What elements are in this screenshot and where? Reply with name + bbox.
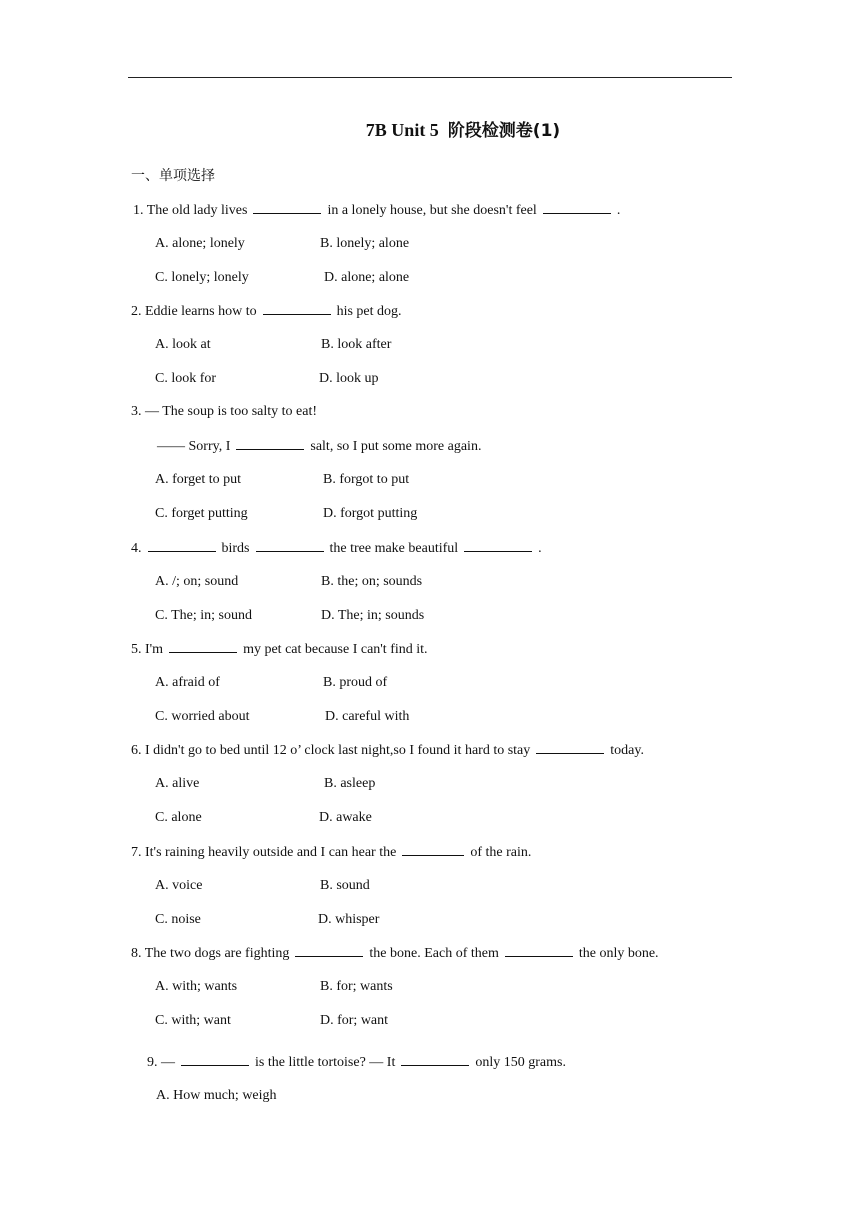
option-a[interactable]: A. voice [155, 878, 203, 893]
option-c[interactable]: C. The; in; sound [155, 608, 252, 623]
option-d[interactable]: D. for; want [320, 1013, 389, 1028]
option-b[interactable]: B. the; on; sounds [321, 574, 423, 589]
answer-blank[interactable] [263, 302, 331, 315]
option-a[interactable]: A. alone; lonely [155, 236, 245, 251]
option-a[interactable]: A. look at [155, 337, 211, 352]
answer-blank[interactable] [256, 539, 324, 552]
question-1: 1. The old lady lives in a lonely house, but she doesn't feel . [133, 203, 621, 218]
option-b[interactable]: B. for; wants [320, 979, 393, 994]
header-rule [128, 77, 732, 78]
option-c[interactable]: C. alone [155, 810, 202, 825]
option-a[interactable]: A. afraid of [155, 675, 220, 690]
option-a[interactable]: A. alive [155, 776, 200, 791]
question-3: 3. — The soup is too salty to eat! [131, 404, 317, 419]
answer-blank[interactable] [236, 437, 304, 450]
question-6: 6. I didn't go to bed until 12 o’ clock last night,so I found it hard to stay today. [131, 743, 644, 758]
option-c[interactable]: C. noise [155, 912, 201, 927]
option-a[interactable]: A. forget to put [155, 472, 242, 487]
answer-blank[interactable] [464, 539, 532, 552]
option-c[interactable]: C. forget putting [155, 506, 248, 521]
question-4: 4. birds the tree make beautiful . [131, 541, 542, 556]
answer-blank[interactable] [543, 201, 611, 214]
answer-blank[interactable] [169, 640, 237, 653]
answer-blank[interactable] [181, 1053, 249, 1066]
question-7: 7. It's raining heavily outside and I can hear the of the rain. [131, 845, 532, 860]
answer-blank[interactable] [148, 539, 216, 552]
option-d[interactable]: D. alone; alone [324, 270, 410, 285]
option-b[interactable]: B. sound [320, 878, 370, 893]
option-d[interactable]: D. forgot putting [323, 506, 418, 521]
answer-blank[interactable] [536, 741, 604, 754]
option-d[interactable]: D. careful with [325, 709, 410, 724]
answer-blank[interactable] [295, 944, 363, 957]
question-5: 5. I'm my pet cat because I can't find it. [131, 642, 428, 657]
option-d[interactable]: D. look up [319, 371, 379, 386]
option-a[interactable]: A. /; on; sound [155, 574, 239, 589]
option-c[interactable]: C. with; want [155, 1013, 231, 1028]
answer-blank[interactable] [253, 201, 321, 214]
question-3-response: —— Sorry, I salt, so I put some more again. [157, 439, 482, 454]
option-d[interactable]: D. whisper [318, 912, 380, 927]
question-2: 2. Eddie learns how to his pet dog. [131, 304, 402, 319]
title-cn: 阶段检测卷(1) [447, 121, 561, 141]
option-d[interactable]: D. awake [319, 810, 372, 825]
option-c[interactable]: C. worried about [155, 709, 250, 724]
question-8: 8. The two dogs are fighting the bone. Each of them the only bone. [131, 946, 659, 961]
answer-blank[interactable] [402, 843, 464, 856]
page-title [0, 116, 860, 141]
title-main: 7B Unit 5 [365, 120, 439, 140]
option-b[interactable]: B. forgot to put [323, 472, 410, 487]
answer-blank[interactable] [505, 944, 573, 957]
option-c[interactable]: C. lonely; lonely [155, 270, 249, 285]
option-b[interactable]: B. proud of [323, 675, 388, 690]
option-b[interactable]: B. look after [321, 337, 392, 352]
section-heading: 一、单项选择 [131, 168, 215, 184]
question-9: 9. — is the little tortoise? — It only 150 grams. [147, 1055, 566, 1070]
option-d[interactable]: D. The; in; sounds [321, 608, 425, 623]
option-b[interactable]: B. asleep [324, 776, 376, 791]
option-a[interactable]: A. with; wants [155, 979, 238, 994]
option-c[interactable]: C. look for [155, 371, 217, 386]
option-b[interactable]: B. lonely; alone [320, 236, 410, 251]
option-a[interactable]: A. How much; weigh [156, 1088, 277, 1103]
answer-blank[interactable] [401, 1053, 469, 1066]
